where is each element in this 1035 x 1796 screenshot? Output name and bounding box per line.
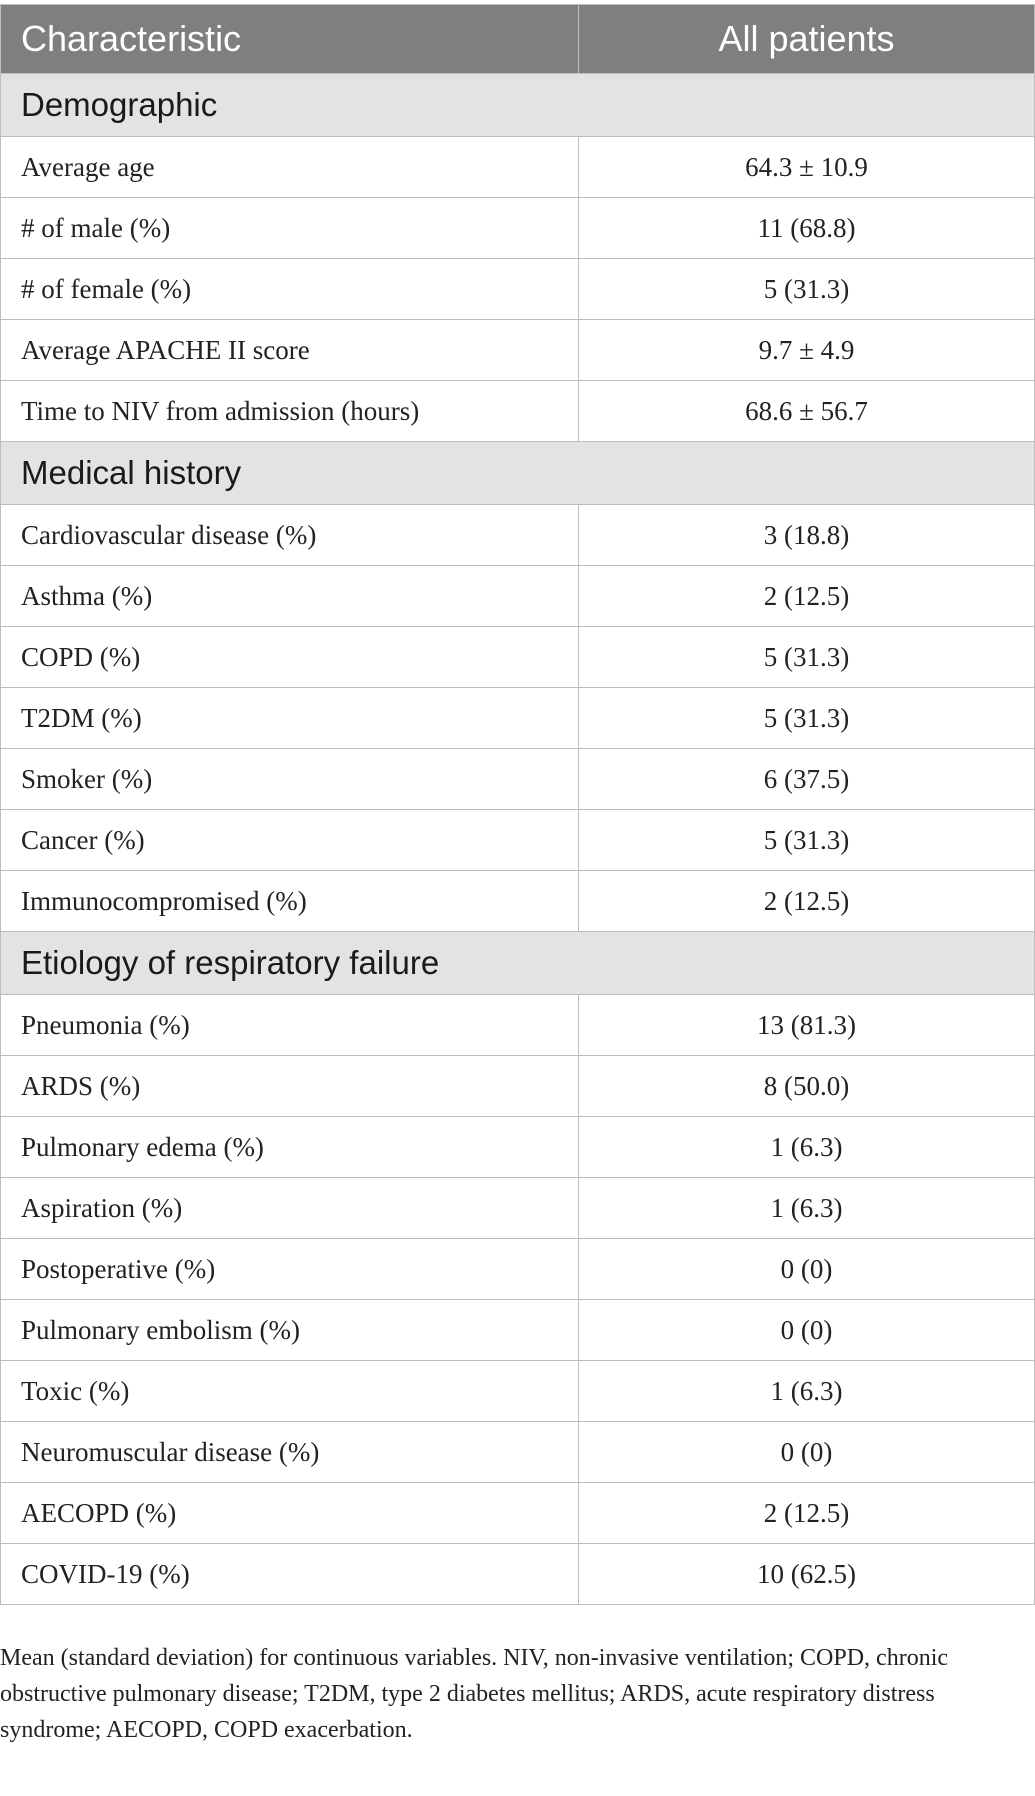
table-row xyxy=(1,688,1035,749)
table-footnote: Mean (standard deviation) for continuous variables. NIV, non-invasive ventilation; COPD, chronic obstructive pulmonary disease; T2DM, type 2 diabetes mellitus; ARDS, acute respiratory distress syndrome; AECOPD, COPD exacerbation. xyxy=(0,1645,949,1743)
row-label: Smoker (%) xyxy=(1,749,579,810)
header-all-patients: All patients xyxy=(579,5,1035,74)
row-value: 0 (0) xyxy=(579,1239,1035,1300)
table-row xyxy=(1,259,1035,320)
section-title: Medical history xyxy=(1,442,1035,505)
table-row xyxy=(1,871,1035,932)
row-value: 1 (6.3) xyxy=(579,1361,1035,1422)
row-value: 2 (12.5) xyxy=(579,1483,1035,1544)
table-row xyxy=(1,1483,1035,1544)
section-header-demographic xyxy=(1,74,1035,137)
table-row xyxy=(1,1239,1035,1300)
row-label: Asthma (%) xyxy=(1,566,579,627)
row-value: 68.6 ± 56.7 xyxy=(579,381,1035,442)
row-label: Average age xyxy=(1,137,579,198)
row-label: # of male (%) xyxy=(1,198,579,259)
row-value: 10 (62.5) xyxy=(579,1544,1035,1605)
row-label: Time to NIV from admission (hours) xyxy=(1,381,579,442)
section-header-medical-history xyxy=(1,442,1035,505)
table-row xyxy=(1,1361,1035,1422)
table-row xyxy=(1,381,1035,442)
table-row xyxy=(1,749,1035,810)
row-value: 9.7 ± 4.9 xyxy=(579,320,1035,381)
row-label: T2DM (%) xyxy=(1,688,579,749)
row-value: 13 (81.3) xyxy=(579,995,1035,1056)
row-value: 2 (12.5) xyxy=(579,871,1035,932)
row-value: 5 (31.3) xyxy=(579,627,1035,688)
row-label: ARDS (%) xyxy=(1,1056,579,1117)
table-row xyxy=(1,627,1035,688)
row-value: 6 (37.5) xyxy=(579,749,1035,810)
row-value: 5 (31.3) xyxy=(579,810,1035,871)
row-label: COVID-19 (%) xyxy=(1,1544,579,1605)
table-row xyxy=(1,137,1035,198)
row-value: 1 (6.3) xyxy=(579,1178,1035,1239)
row-label: Neuromuscular disease (%) xyxy=(1,1422,579,1483)
row-value: 0 (0) xyxy=(579,1422,1035,1483)
header-characteristic: Characteristic xyxy=(1,5,579,74)
row-value: 5 (31.3) xyxy=(579,688,1035,749)
row-value: 64.3 ± 10.9 xyxy=(579,137,1035,198)
row-label: Toxic (%) xyxy=(1,1361,579,1422)
row-value: 8 (50.0) xyxy=(579,1056,1035,1117)
table-row xyxy=(1,566,1035,627)
table-row xyxy=(1,1117,1035,1178)
table-row xyxy=(1,1300,1035,1361)
row-label: Cancer (%) xyxy=(1,810,579,871)
row-value: 1 (6.3) xyxy=(579,1117,1035,1178)
row-value: 0 (0) xyxy=(579,1300,1035,1361)
table-row xyxy=(1,198,1035,259)
table-row xyxy=(1,505,1035,566)
characteristics-table xyxy=(0,4,1035,1605)
row-value: 11 (68.8) xyxy=(579,198,1035,259)
table-row xyxy=(1,810,1035,871)
table-row xyxy=(1,995,1035,1056)
row-label: COPD (%) xyxy=(1,627,579,688)
table-row xyxy=(1,1178,1035,1239)
row-label: Average APACHE II score xyxy=(1,320,579,381)
section-title: Demographic xyxy=(1,74,1035,137)
section-header-etiology xyxy=(1,932,1035,995)
row-value: 5 (31.3) xyxy=(579,259,1035,320)
row-label: Aspiration (%) xyxy=(1,1178,579,1239)
table-row xyxy=(1,320,1035,381)
row-value: 3 (18.8) xyxy=(579,505,1035,566)
row-value: 2 (12.5) xyxy=(579,566,1035,627)
section-title: Etiology of respiratory failure xyxy=(1,932,1035,995)
row-label: # of female (%) xyxy=(1,259,579,320)
row-label: Pulmonary embolism (%) xyxy=(1,1300,579,1361)
row-label: Immunocompromised (%) xyxy=(1,871,579,932)
table-header-row xyxy=(1,5,1035,74)
table-row xyxy=(1,1422,1035,1483)
row-label: Pneumonia (%) xyxy=(1,995,579,1056)
table-row xyxy=(1,1056,1035,1117)
row-label: Pulmonary edema (%) xyxy=(1,1117,579,1178)
row-label: AECOPD (%) xyxy=(1,1483,579,1544)
row-label: Postoperative (%) xyxy=(1,1239,579,1300)
row-label: Cardiovascular disease (%) xyxy=(1,505,579,566)
table-row xyxy=(1,1544,1035,1605)
